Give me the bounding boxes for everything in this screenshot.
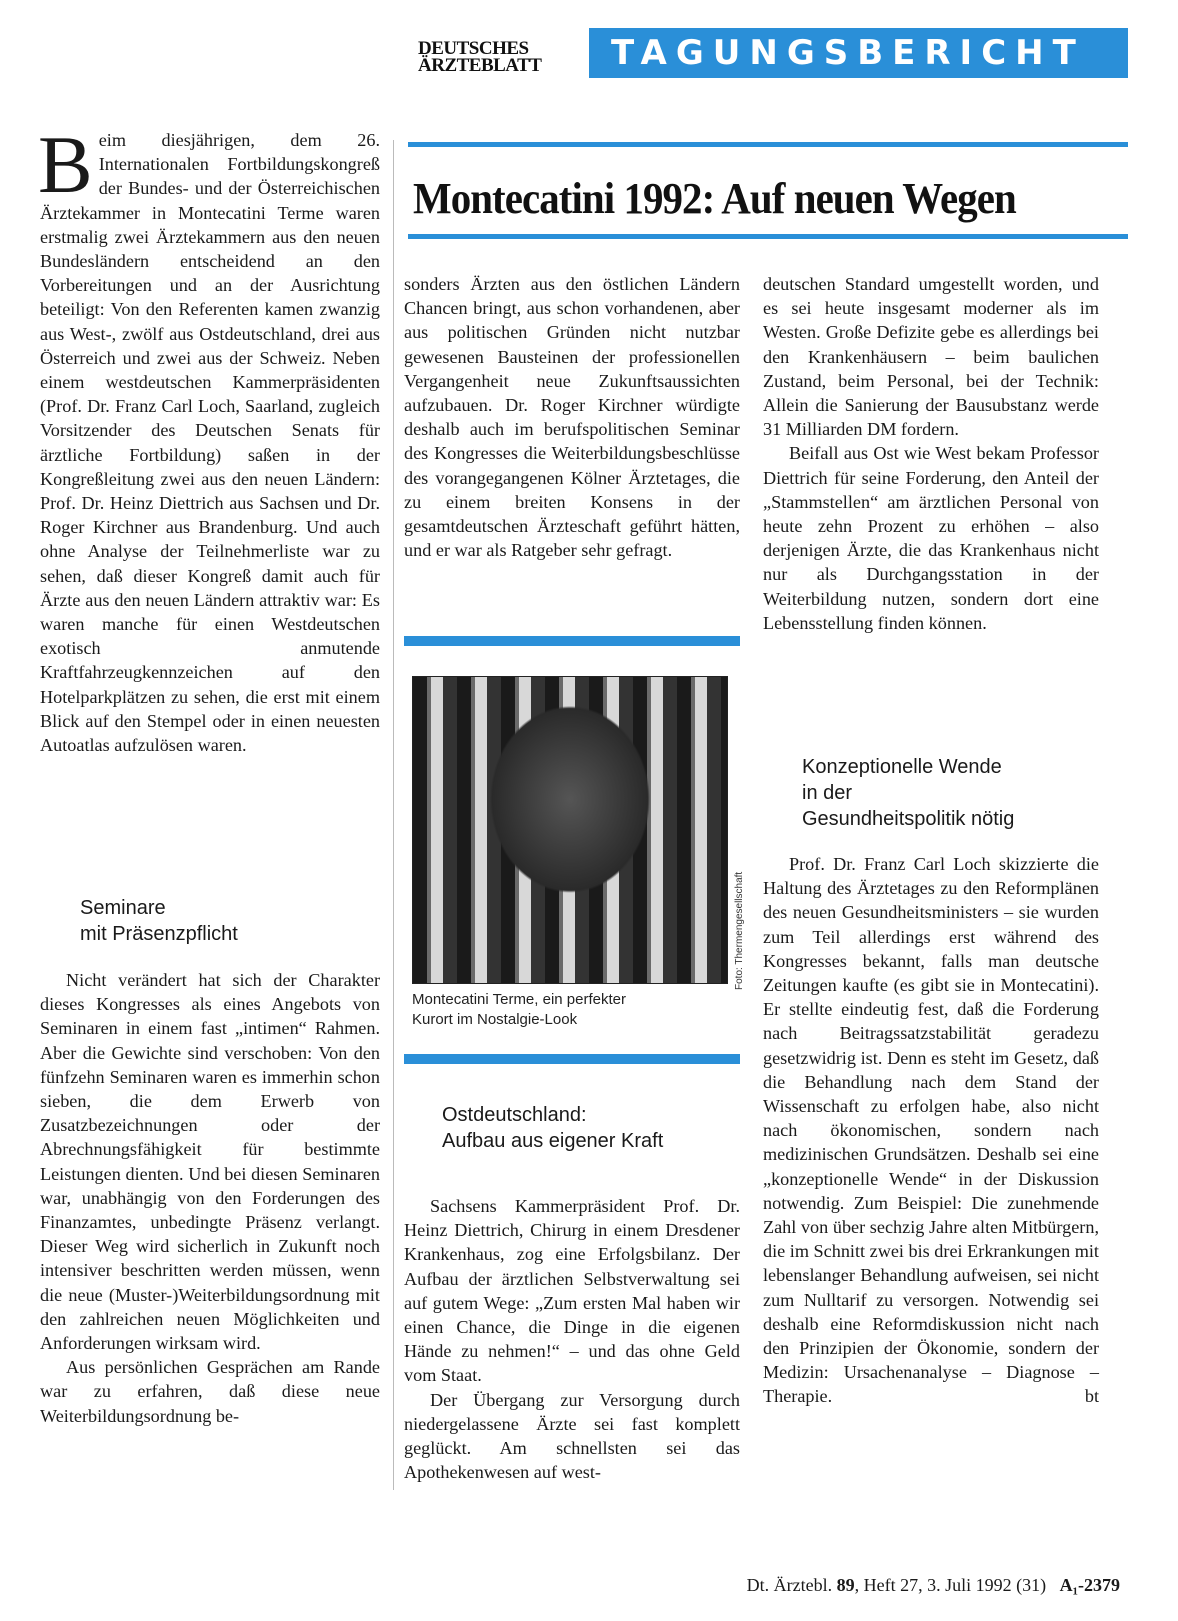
paragraph-text: Prof. Dr. Franz Carl Loch skizzierte die Haltung des Ärztetages zu den Reformplänen des neuen Gesundheitsministers – sie wurden zum Teil allerdings erst während des Kongresses bekannt, falls man deutsche Zeitungen kaufte (es gibt sie in Montecatini). Er stellte eindeutig fest, daß die Forderung nach Beitragssatzstabilität geradezu gesetzwidrig ist. Denn es steht im Gesetz, daß die Behandlung nach dem Stand der Wissenschaft zu erfolgen habe, also nicht nach ökonomischen, sondern nach medizinischen Grundsätzen. Deshalb sei eine „konzeptionelle Wende“ in der Diskussion notwendig. Zum Beispiel: Die zunehmende Zahl von über sechzig Jahre alten Mitbürgern, die im Schnitt zwei bis drei Erkrankungen mit lebenslanger Behandlung aufweisen, sei nicht zum Nulltarif zu versorgen. Notwendig sei deshalb eine Reformdiskussion nicht nach den Prinzipien der Ökonomie, sondern der Medizin: Ursachenanalyse – Diagnose – Therapie.	[763, 854, 1099, 1407]
intro-text: eim diesjährigen, dem 26. Internationalen Fortbildungskongreß der Bundes- und der Österreichischen Ärztekammer in Montecatini Terme waren erstmalig zwei Ärztekammern aus den neuen Bundesländern entscheidend an den Vorbereitungen und an der Ausrichtung beteiligt: Von den Referenten kamen zwanzig aus West-, zwölf aus Ostdeutschland, drei aus Österreich und zwei aus der Schweiz. Neben einem westdeutschen Kammerpräsidenten (Prof. Dr. Franz Carl Loch, Saarland, zugleich Vorsitzender des Deutschen Senats für ärztliche Fortbildung) saßen in der Kongreßleitung zwei aus den neuen Ländern: Prof. Dr. Heinz Diettrich aus Sachsen und Dr. Roger Kirchner aus Brandenburg. Und auch ohne Analyse der Teilnehmerliste war zu sehen, daß dieser Kongreß damit auch für Ärzte aus den neuen Ländern attraktiv war: Es waren manche für einen Westdeutschen exotisch anmutende Kraftfahrzeugkennzeichen auf den Hotelparkplätzen zu sehen, die erst mit einem Blick auf den Stempel oder in einen neuesten Autoatlas aufzulösen waren.	[40, 130, 380, 756]
paragraph: Der Übergang zur Versorgung durch niedergelassene Ärzte sei fast komplett geglückt. Am schnellsten sei das Apothekenwesen auf west-	[404, 1389, 740, 1483]
column-divider	[393, 140, 394, 1490]
subhead-ostdeutschland-line1: Ostdeutschland:	[442, 1104, 587, 1126]
column-1	[38, 119, 380, 757]
caption-line1: Montecatini Terme, ein perfekter	[412, 991, 626, 1008]
subhead-wende-line3: Gesundheitspolitik nötig	[802, 808, 1015, 830]
footer-prefix: Dt. Ärztebl.	[746, 1575, 833, 1595]
masthead-line1: DEUTSCHES	[418, 38, 529, 59]
footer-volume: 89	[836, 1575, 855, 1595]
author-signature: bt	[1084, 1386, 1099, 1407]
subhead-wende-line2: in der	[802, 782, 853, 804]
paragraph: Sachsens Kammerpräsident Prof. Dr. Heinz Diettrich, Chirurg in einem Dresdener Krankenhaus, zog eine Erfolgsbilanz. Der Aufbau der ärztlichen Selbstverwaltung sei auf gutem Wege: „Zum ersten Mal haben wir einen Chance, die Dinge in die eigenen Hände zu nehmen!“ – und das ohne Geld vom Staat.	[404, 1196, 740, 1386]
headline-rule-bottom	[408, 234, 1128, 239]
headline: Montecatini 1992: Auf neuen Wegen	[413, 174, 1016, 223]
column-1-lower	[40, 968, 380, 1428]
footer-page: A₁-2379	[1059, 1575, 1120, 1595]
dropcap: B	[38, 119, 93, 210]
paragraph: Aus persönlichen Gesprächen am Rande war zu erfahren, daß diese neue Weiterbildungsordnung be-	[40, 1357, 380, 1426]
intro-paragraph	[38, 119, 380, 757]
photo-rule	[404, 636, 740, 646]
subhead-seminare	[80, 895, 380, 947]
column-2	[404, 272, 740, 562]
paragraph	[763, 852, 1099, 1409]
subhead-wende	[802, 754, 1102, 832]
subhead-ostdeutschland	[442, 1102, 742, 1154]
column-2-lower	[404, 1194, 740, 1484]
masthead-line2: ÄRZTEBLATT	[418, 55, 542, 76]
paragraph: sonders Ärzten aus den östlichen Ländern Chancen bringt, aus schon vorhandenen, aber aus politischen Gründen nicht nutzbar gewesenen Bausteinen der professionellen Vergangenheit neue Zukunftsaussichten aufzubauen. Dr. Roger Kirchner würdigte deshalb auch im berufspolitischen Seminar des Kongresses die Weiterbildungsbeschlüsse des vorangegangenen Kölner Ärztetages, die zu einem breiten Konsens in der gesamtdeutschen Ärzteschaft geführt hätten, und er war als Ratgeber sehr gefragt.	[404, 274, 740, 561]
paragraph: Nicht verändert hat sich der Charakter dieses Kongresses als eines Angebots von Seminaren in einem fast „intimen“ Rahmen. Aber die Gewichte sind verschoben: Von den fünfzehn Seminaren waren es immerhin schon sieben, die dem Erwerb von Zusatzbezeichnungen oder der Abrechnungsfähigkeit für bestimmte Leistungen dienten. Und bei diesen Seminaren war, unabhängig von den Forderungen des Finanzamtes, unbedingte Präsenz verlangt. Dieser Weg wird sicherlich in Zukunft noch intensiver beschritten werden müssen, wenn die neue (Muster-)Weiterbildungsordnung mit den zahlreichen neuen Möglichkeiten und Anforderungen wirksam wird.	[40, 970, 380, 1354]
column-3	[763, 272, 1099, 635]
masthead	[418, 40, 578, 74]
subhead-wende-line1: Konzeptionelle Wende	[802, 756, 1002, 778]
photo-credit: Foto: Thermengesellschaft	[734, 871, 745, 990]
section-label: TAGUNGSBERICHT	[611, 33, 1085, 73]
photo-caption	[412, 990, 732, 1030]
section-banner	[589, 28, 1128, 78]
caption-line2: Kurort im Nostalgie-Look	[412, 1011, 578, 1028]
fountain-photo	[412, 676, 728, 984]
subhead-ostdeutschland-line2: Aufbau aus eigener Kraft	[442, 1130, 664, 1152]
subhead-seminare-line2: mit Präsenzpflicht	[80, 923, 238, 945]
paragraph: deutschen Standard umgestellt worden, und es sei heute insgesamt moderner als im Westen. Große Defizite gebe es allerdings bei den Krankenhäusern – beim baulichen Zustand, beim Personal, bei der Technik: Allein die Sanierung der Bausubstanz werde 31 Milliarden DM fordern.	[763, 274, 1099, 440]
column-3-lower	[763, 852, 1099, 1409]
footer-issue: , Heft 27, 3. Juli 1992 (31)	[854, 1575, 1047, 1595]
subhead-seminare-line1: Seminare	[80, 897, 166, 919]
subhead-rule	[404, 1054, 740, 1064]
paragraph: Beifall aus Ost wie West bekam Professor Diettrich für seine Forderung, den Anteil der „Stammstellen“ am ärztlichen Personal von heute zehn Prozent zu erhöhen – also derjenigen Ärzte, die das Krankenhaus nicht nur als Durchgangsstation in der Weiterbildung nutzen, sondern dort eine Lebensstellung finden können.	[763, 443, 1099, 633]
page-footer	[640, 1575, 1120, 1596]
headline-rule-top	[408, 142, 1128, 147]
